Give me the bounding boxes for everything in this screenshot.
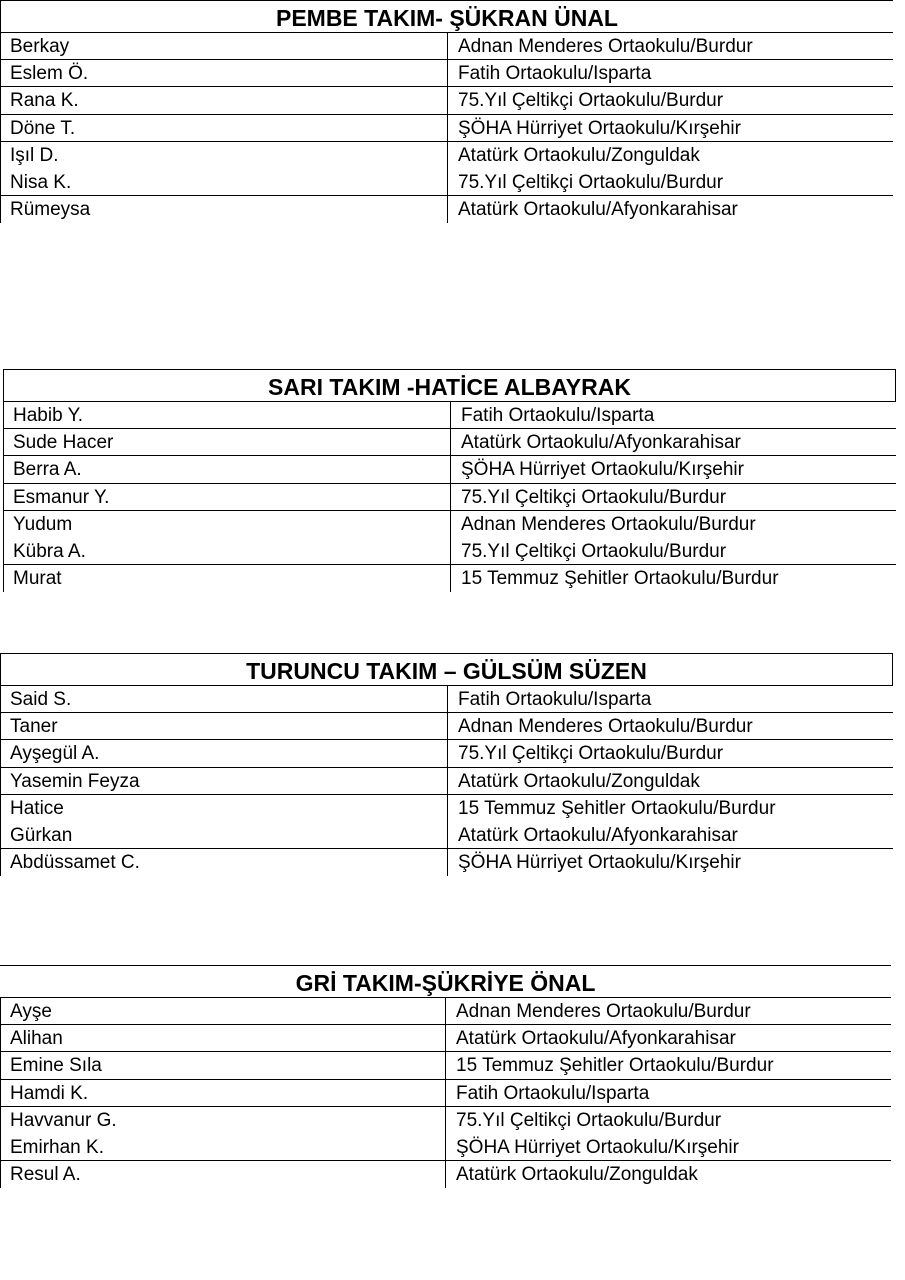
table-row: [0, 686, 893, 713]
team-title: SARI TAKIM -HATİCE ALBAYRAK: [3, 369, 896, 402]
school-name: 75.Yıl Çeltikçi Ortaokulu/Burdur: [461, 540, 727, 562]
school-name: 15 Temmuz Şehitler Ortaokulu/Burdur: [461, 568, 779, 590]
student-name: Havvanur G.: [0, 1107, 446, 1134]
school-name: Adnan Menderes Ortaokulu/Burdur: [458, 716, 753, 738]
school-name: Atatürk Ortaokulu/Afyonkarahisar: [458, 199, 738, 221]
student-name: Said S.: [0, 686, 448, 712]
table-row: [0, 169, 893, 196]
student-name: Rana K.: [0, 87, 448, 113]
table-row: [3, 402, 896, 429]
table-row: [0, 196, 893, 223]
table-row: [3, 565, 896, 592]
team-table-pembe: [0, 0, 893, 223]
table-row: [3, 511, 896, 538]
table-row: [0, 998, 891, 1025]
student-name: Habib Y.: [3, 402, 451, 428]
table-row: [0, 1161, 891, 1188]
table-row: [0, 1107, 891, 1134]
student-name: Murat: [3, 565, 451, 592]
table-row: [0, 1080, 891, 1107]
school-name: 75.Yıl Çeltikçi Ortaokulu/Burdur: [458, 90, 724, 112]
table-row: [0, 87, 893, 114]
student-name: Berkay: [0, 33, 448, 59]
table-row: [3, 456, 896, 483]
table-row: [0, 1134, 891, 1161]
student-name: Döne T.: [0, 115, 448, 141]
school-name: Fatih Ortaokulu/Isparta: [458, 689, 652, 710]
school-name: 75.Yıl Çeltikçi Ortaokulu/Burdur: [458, 171, 724, 193]
student-name: Nisa K.: [0, 169, 448, 195]
student-name: Alihan: [0, 1025, 446, 1051]
table-row: [0, 740, 893, 767]
school-name: 15 Temmuz Şehitler Ortaokulu/Burdur: [456, 1055, 774, 1077]
student-name: Sude Hacer: [3, 429, 451, 455]
school-name: Adnan Menderes Ortaokulu/Burdur: [458, 36, 753, 57]
school-name: 75.Yıl Çeltikçi Ortaokulu/Burdur: [456, 1109, 722, 1131]
table-row: [3, 484, 896, 511]
table-row: [0, 142, 893, 169]
student-name: Yasemin Feyza: [0, 768, 448, 794]
student-name: Ayşegül A.: [0, 740, 448, 766]
student-name: Emine Sıla: [0, 1052, 446, 1078]
table-row: [0, 795, 893, 822]
student-name: Resul A.: [0, 1161, 446, 1188]
school-name: Fatih Ortaokulu/Isparta: [456, 1082, 650, 1104]
student-name: Abdüssamet C.: [0, 849, 448, 876]
table-row: [0, 115, 893, 142]
table-row: [3, 538, 896, 565]
student-name: Taner: [0, 713, 448, 739]
school-name: 75.Yıl Çeltikçi Ortaokulu/Burdur: [458, 743, 724, 765]
table-row: [0, 1025, 891, 1052]
table-row: [0, 1052, 891, 1079]
student-name: Işıl D.: [0, 142, 448, 169]
team-table-turuncu: [0, 653, 893, 876]
school-name: ŞÖHA Hürriyet Ortaokulu/Kırşehir: [456, 1136, 739, 1158]
student-name: Ayşe: [0, 998, 446, 1024]
school-name: Adnan Menderes Ortaokulu/Burdur: [456, 1001, 751, 1022]
school-name: Atatürk Ortaokulu/Afyonkarahisar: [456, 1028, 736, 1050]
school-name: Atatürk Ortaokulu/Zonguldak: [456, 1164, 698, 1186]
team-table-gri: [0, 965, 891, 1188]
table-row: [0, 822, 893, 849]
table-row: [0, 849, 893, 876]
team-title: TURUNCU TAKIM – GÜLSÜM SÜZEN: [0, 653, 893, 686]
school-name: Atatürk Ortaokulu/Zonguldak: [458, 770, 700, 792]
team-title: PEMBE TAKIM- ŞÜKRAN ÜNAL: [0, 0, 893, 33]
school-name: Adnan Menderes Ortaokulu/Burdur: [461, 513, 756, 535]
school-name: ŞÖHA Hürriyet Ortaokulu/Kırşehir: [461, 459, 744, 481]
table-row: [0, 33, 893, 60]
student-name: Berra A.: [3, 456, 451, 482]
school-name: Fatih Ortaokulu/Isparta: [458, 63, 652, 85]
student-name: Emirhan K.: [0, 1134, 446, 1160]
student-name: Kübra A.: [3, 538, 451, 564]
student-name: Eslem Ö.: [0, 60, 448, 86]
school-name: Atatürk Ortaokulu/Afyonkarahisar: [458, 824, 738, 846]
school-name: ŞÖHA Hürriyet Ortaokulu/Kırşehir: [458, 852, 741, 874]
school-name: Atatürk Ortaokulu/Afyonkarahisar: [461, 432, 741, 454]
student-name: Hamdi K.: [0, 1080, 446, 1106]
table-row: [0, 713, 893, 740]
student-name: Esmanur Y.: [3, 484, 451, 510]
student-name: Hatice: [0, 795, 448, 822]
table-row: [3, 429, 896, 456]
student-name: Yudum: [3, 511, 451, 538]
table-row: [0, 768, 893, 795]
school-name: Fatih Ortaokulu/Isparta: [461, 405, 655, 426]
table-row: [0, 60, 893, 87]
school-name: ŞÖHA Hürriyet Ortaokulu/Kırşehir: [458, 117, 741, 139]
team-title: GRİ TAKIM-ŞÜKRİYE ÖNAL: [0, 965, 891, 998]
school-name: 75.Yıl Çeltikçi Ortaokulu/Burdur: [461, 486, 727, 508]
student-name: Rümeysa: [0, 196, 448, 223]
school-name: 15 Temmuz Şehitler Ortaokulu/Burdur: [458, 797, 776, 819]
school-name: Atatürk Ortaokulu/Zonguldak: [458, 144, 700, 166]
student-name: Gürkan: [0, 822, 448, 848]
team-table-sari: [3, 369, 896, 592]
